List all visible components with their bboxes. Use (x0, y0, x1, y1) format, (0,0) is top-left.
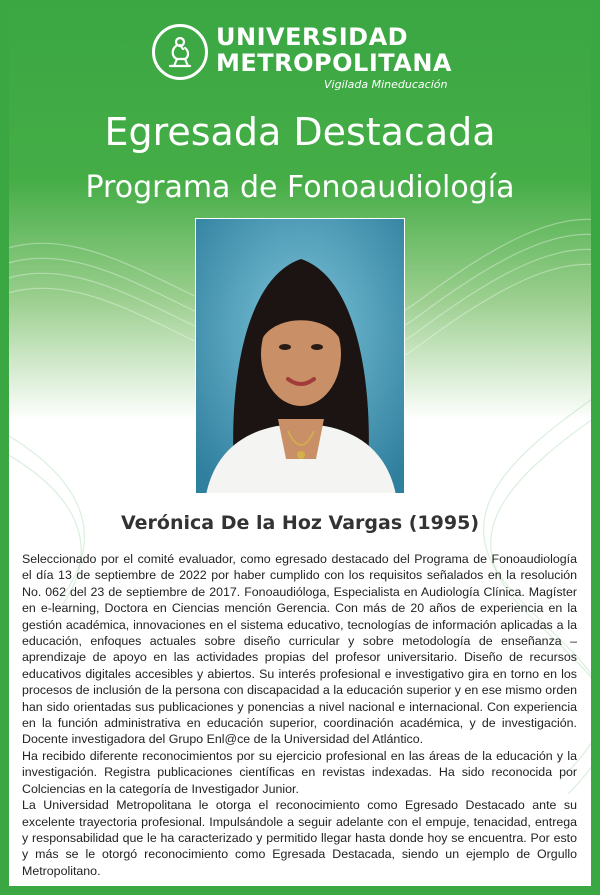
university-logo (152, 22, 452, 94)
graduate-name: Verónica De la Hoz Vargas (1995) (120, 512, 479, 534)
biography-paragraph-1: Seleccionado por el comité evaluador, como egresado destacado del Programa de Fonoaudiología el día 13 de septiembre de 2022 por haber cumplido con los requisitos señalados en la resolución No. 062 del 23 de septiembre de 2017. Fonoaudióloga, Especialista en Audiología Clínica. Magíster en e-learning, Doctora en Ciencias mención Gerencia. Con más de 20 años de experiencia en la gestión académica, innovaciones en el sistema educativo, tecnologías de información aplicadas a la educación, enfoques actuales sobre diseño curricular y sobre metodología de enseñanza – aprendizaje de apoyo en las actividades propias del profesor universitario. Diseño de recursos educativos digitales accesibles y abiertos. Su interés profesional e investigativo gira en torno en los procesos de inclusión de la persona con discapacidad a la educación superior y en ese mismo orden han sido orientadas sus publicaciones y ponencias a nivel nacional e internacional. Con experiencia en la función administrativa en educación superior, coordinación académica, y de investigación. Docente investigadora del Grupo Enl@ce de la Universidad del Atlántico. (22, 552, 577, 747)
poster-subtitle: Programa de Fonoaudiología (85, 170, 515, 205)
poster-title: Egresada Destacada (104, 110, 496, 154)
frame-bottom (0, 886, 600, 895)
logo-tagline: Vigilada Mineducación (324, 78, 448, 91)
biography (22, 551, 577, 879)
logo-line-2: METROPOLITANA (216, 49, 452, 77)
biography-paragraph-3: La Universidad Metropolitana le otorga el reconocimiento como Egresado Destacado ante su excelente trayectoria profesional. Impulsándole a seguir adelante con el empuje, tenacidad, entrega y responsabilidad que le ha caracterizado y permitido llegar hasta donde hoy se encuentra. Por esto y más se le otorgó reconocimiento como Egresada Destacada, siendo un ejemplo de Orgullo Metropolitano. (22, 798, 577, 878)
portrait-photo (195, 218, 405, 494)
thinker-statue-icon (152, 24, 208, 80)
biography-paragraph-2: Ha recibido diferente reconocimientos por su ejercicio profesional en las áreas de la educación y la investigación. Registra publicaciones científicas en revistas indexadas. Ha sido reconocida por Colciencias en la categoría de Investigador Junior. (22, 748, 577, 796)
logo-line-1: UNIVERSIDAD (216, 23, 409, 51)
